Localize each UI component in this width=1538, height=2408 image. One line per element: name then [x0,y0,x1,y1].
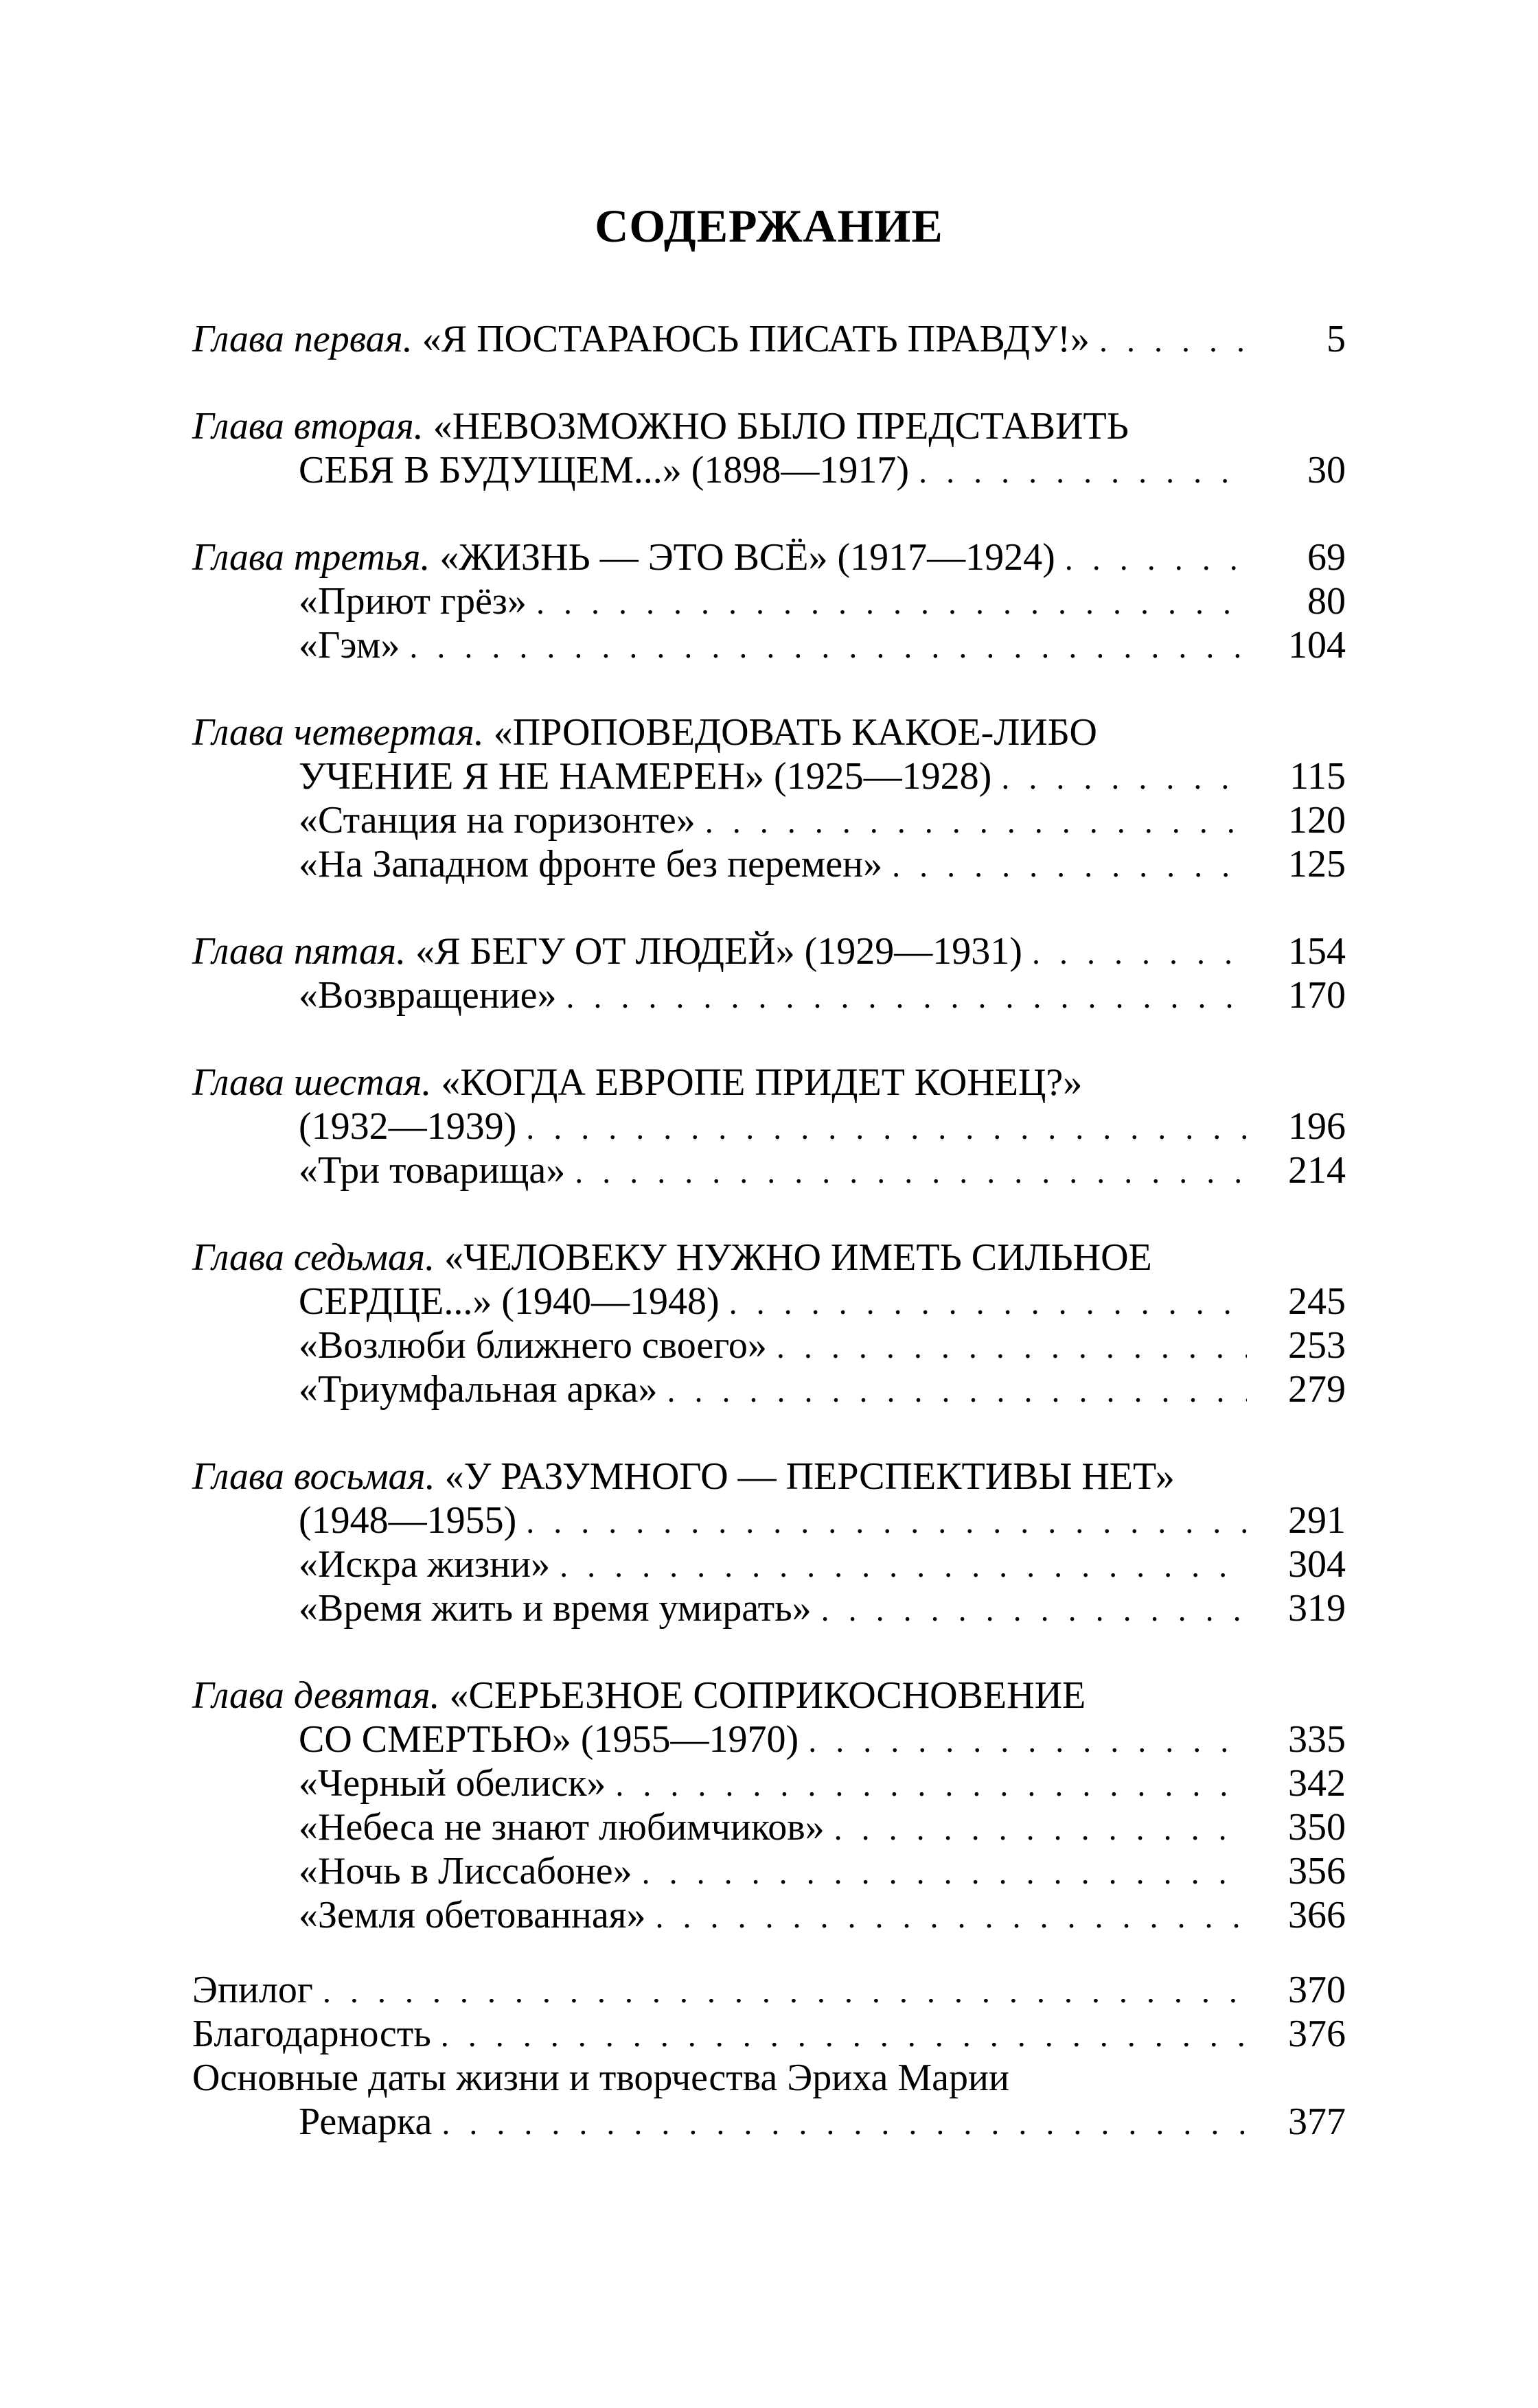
table-of-contents [192,317,1346,2144]
page-number: 377 [1288,2100,1346,2143]
page-number: 245 [1288,1280,1346,1323]
subentry-title: «Гэм» [299,624,400,667]
dot-leader [615,1763,1247,1807]
toc-entry-continuation[interactable] [192,1280,1346,1323]
chapter-title: УЧЕНИЕ Я НЕ НАМЕРЕН» (1925—1928) [299,755,992,798]
chapter-title: «НЕВОЗМОЖНО БЫЛО ПРЕДСТАВИТЬ [433,405,1129,448]
toc-subentry[interactable] [192,1367,1346,1411]
toc-subentry[interactable] [192,1542,1346,1586]
dot-leader [705,800,1247,844]
chapter-title: «Я ПОСТАРАЮСЬ ПИСАТЬ ПРАВДУ!» [422,318,1090,360]
toc-entry[interactable] [192,929,1346,973]
dot-leader [560,1544,1247,1588]
chapter-title: «КОГДА ЕВРОПЕ ПРИДЕТ КОНЕЦ?» [441,1061,1083,1104]
dot-leader [642,1851,1247,1895]
subentry-title: «Приют грёз» [299,580,527,623]
chapter-label: Глава четвертая. [192,711,484,754]
toc-subentry[interactable] [192,973,1346,1017]
page-number: 319 [1288,1587,1346,1630]
toc-subentry[interactable] [192,1761,1346,1805]
toc-entry[interactable] [192,1455,1346,1498]
subentry-title: «Возвращение» [299,974,557,1017]
toc-entry[interactable] [192,404,1346,448]
page-number: 253 [1288,1324,1346,1367]
entry-title: Эпилог [192,1969,313,2011]
chapter-label: Глава шестая. [192,1061,432,1104]
chapter-title: «СЕРЬЕЗНОЕ СОПРИКОСНОВЕНИЕ [449,1674,1086,1717]
chapter-title: «ЧЕЛОВЕКУ НУЖНО ИМЕТЬ СИЛЬНОЕ [444,1236,1152,1279]
toc-subentry[interactable] [192,798,1346,842]
dot-leader [1032,931,1247,975]
dot-leader [323,1970,1247,2014]
page-number: 80 [1307,580,1346,623]
chapter-title: «Я БЕГУ ОТ ЛЮДЕЙ» (1929—1931) [415,930,1022,973]
chapter-label: Глава пятая. [192,930,406,973]
page-number: 170 [1288,974,1346,1017]
subentry-title: «Возлюби ближнего своего» [299,1324,767,1367]
dot-leader [777,1325,1247,1369]
page-number: 115 [1289,755,1346,798]
toc-entry-continuation[interactable] [192,2100,1346,2144]
chapter-title: «ПРОПОВЕДОВАТЬ КАКОЕ-ЛИБО [493,711,1097,754]
chapter-label: Глава третья. [192,536,431,579]
entry-title: Ремарка [299,2100,433,2143]
toc-subentry[interactable] [192,623,1346,667]
toc-entry[interactable] [192,535,1346,579]
page-number: 342 [1288,1762,1346,1805]
toc-subentry[interactable] [192,1849,1346,1893]
page-number: 30 [1307,449,1346,491]
toc-backmatter-entry[interactable] [192,2012,1346,2056]
dot-leader [656,1895,1247,1939]
dot-leader [526,1107,1247,1150]
chapter-label: Глава девятая. [192,1674,440,1717]
toc-entry[interactable] [192,317,1346,361]
toc-entry[interactable] [192,710,1346,754]
page-number: 366 [1288,1894,1346,1936]
chapter-title: «ЖИЗНЬ — ЭТО ВСЁ» (1917—1924) [439,536,1055,579]
toc-subentry[interactable] [192,1148,1346,1192]
page-number: 125 [1288,843,1346,885]
dot-leader [1065,537,1247,581]
page-number: 214 [1288,1149,1346,1192]
page-number: 69 [1307,536,1346,579]
subentry-title: «Три товарища» [299,1149,566,1192]
toc-subentry[interactable] [192,1323,1346,1367]
chapter-title: (1932—1939) [299,1105,517,1148]
toc-entry-continuation[interactable] [192,1104,1346,1148]
page-number: 104 [1288,624,1346,667]
dot-leader [919,450,1247,494]
page-number: 291 [1288,1499,1346,1542]
subentry-title: «Земля обетованная» [299,1894,646,1936]
dot-leader [808,1720,1247,1763]
toc-backmatter-entry[interactable] [192,2056,1346,2100]
chapter-title: СО СМЕРТЬЮ» (1955—1970) [299,1718,799,1761]
page-number: 304 [1288,1543,1346,1586]
page-title: СОДЕРЖАНИЕ [595,200,943,252]
subentry-title: «Время жить и время умирать» [299,1587,812,1630]
subentry-title: «Черный обелиск» [299,1762,606,1805]
chapter-label: Глава восьмая. [192,1455,435,1498]
chapter-label: Глава вторая. [192,405,424,448]
subentry-title: «Ночь в Лиссабоне» [299,1850,632,1892]
dot-leader [409,625,1247,669]
toc-subentry[interactable] [192,579,1346,623]
page-number: 154 [1288,930,1346,973]
dot-leader [575,1150,1247,1194]
page-number: 376 [1288,2013,1346,2055]
dot-leader [892,844,1247,888]
toc-entry[interactable] [192,1061,1346,1104]
dot-leader [566,975,1247,1019]
chapter-label: Глава первая. [192,318,413,360]
toc-entry-continuation[interactable] [192,754,1346,798]
chapter-label: Глава седьмая. [192,1236,435,1279]
dot-leader [536,581,1247,625]
page-number: 196 [1288,1105,1346,1148]
dot-leader [1099,319,1247,363]
toc-entry-continuation[interactable] [192,1498,1346,1542]
chapter-title: (1948—1955) [299,1499,517,1542]
toc-entry[interactable] [192,1236,1346,1280]
page-number: 120 [1288,799,1346,842]
dot-leader [441,2014,1247,2058]
dot-leader [441,2102,1247,2146]
dot-leader [667,1369,1247,1413]
subentry-title: «На Западном фронте без перемен» [299,843,883,885]
dot-leader [526,1501,1247,1544]
toc-subentry[interactable] [192,1893,1346,1937]
subentry-title: «Триумфальная арка» [299,1368,658,1411]
dot-leader [1001,756,1247,800]
entry-title: Благодарность [192,2013,431,2055]
entry-title: Основные даты жизни и творчества Эриха Марии [192,2057,1009,2099]
dot-leader [729,1282,1247,1325]
chapter-title: СЕРДЦЕ...» (1940—1948) [299,1280,720,1323]
chapter-title: СЕБЯ В БУДУЩЕМ...» (1898—1917) [299,449,910,491]
page-number: 350 [1288,1806,1346,1849]
chapter-title: «У РАЗУМНОГО — ПЕРСПЕКТИВЫ НЕТ» [444,1455,1175,1498]
dot-leader [821,1588,1247,1632]
dot-leader [834,1807,1247,1851]
toc-entry[interactable] [192,1674,1346,1717]
page-number: 335 [1288,1718,1346,1761]
subentry-title: «Небеса не знают любимчиков» [299,1806,825,1849]
subentry-title: «Станция на горизонте» [299,799,696,842]
toc-subentry[interactable] [192,1586,1346,1630]
toc-subentry[interactable] [192,1805,1346,1849]
toc-backmatter-entry[interactable] [192,1968,1346,2012]
page-number: 279 [1288,1368,1346,1411]
page-number: 5 [1327,318,1346,360]
toc-entry-continuation[interactable] [192,448,1346,492]
toc-entry-continuation[interactable] [192,1717,1346,1761]
subentry-title: «Искра жизни» [299,1543,551,1586]
page-number: 370 [1288,1969,1346,2011]
page-number: 356 [1288,1850,1346,1892]
toc-subentry[interactable] [192,842,1346,886]
